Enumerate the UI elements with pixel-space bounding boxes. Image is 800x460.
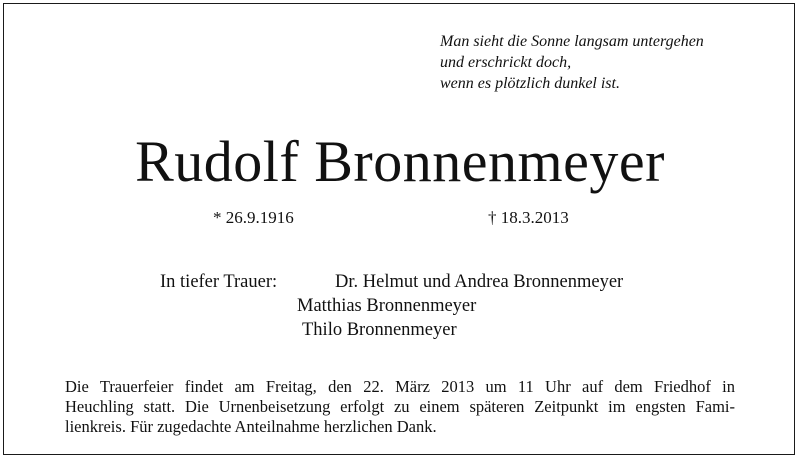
mourner-name: Thilo Bronnenmeyer	[302, 320, 457, 340]
poem-line: und erschrickt doch,	[440, 54, 572, 71]
birth-date: * 26.9.1916	[213, 208, 294, 227]
death-date: † 18.3.2013	[488, 208, 569, 227]
deceased-name: Rudolf Bronnenmeyer	[135, 129, 665, 194]
notice-line: Heuchling statt. Die Urnenbeisetzung erfolgt zu einem späteren Zeitpunkt im engsten Fami-	[65, 397, 735, 416]
mourners-intro: In tiefer Trauer:	[160, 272, 278, 292]
notice-line: lienkreis. Für zugedachte Anteilnahme herzlichen Dank.	[65, 417, 437, 436]
poem-quote	[440, 31, 704, 94]
mourner-name: Dr. Helmut und Andrea Bronnenmeyer	[335, 272, 624, 292]
notice-line: Die Trauerfeier findet am Freitag, den 22. März 2013 um 11 Uhr auf dem Friedhof in	[65, 377, 735, 396]
poem-line: Man sieht die Sonne langsam untergehen	[440, 33, 704, 50]
poem-line: wenn es plötzlich dunkel ist.	[440, 75, 620, 92]
funeral-notice	[65, 377, 735, 437]
mourner-name: Matthias Bronnenmeyer	[297, 296, 477, 316]
